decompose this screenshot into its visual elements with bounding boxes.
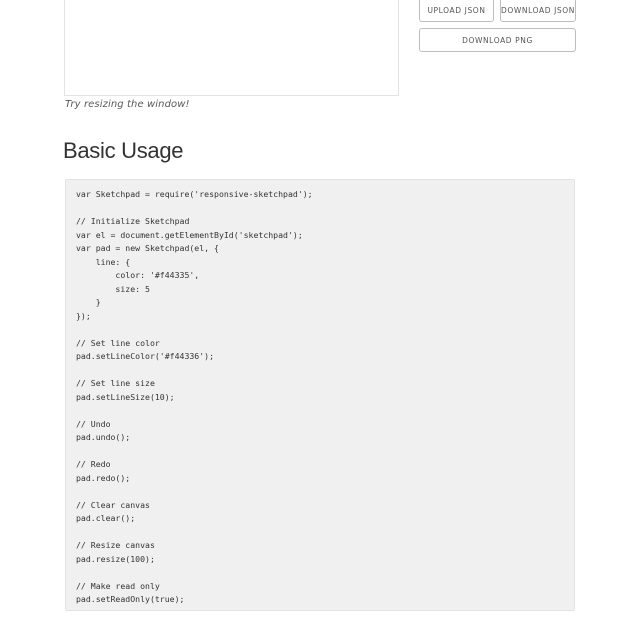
code-snippet: var Sketchpad = require('responsive-sketchpad'); // Initialize Sketchpad var el = document.getElementById('sketchpad'); var pad = new Sketchpad(el, { line: { color: '#f44335', size: 5 } }); // Set line color pad.setLineColor('#f44336'); // Set line size pad.setLineSize(10); // Undo pad.undo(); // Redo pad.redo(); // Clear canvas pad.clear(); // Resize canvas pad.resize(100); // Make read only pad.setReadOnly(true); (76, 189, 313, 604)
download-png-button[interactable]: DOWNLOAD PNG (419, 28, 576, 52)
upload-json-button[interactable]: UPLOAD JSON (419, 0, 494, 22)
code-block (65, 179, 575, 611)
section-title-basic-usage: Basic Usage (63, 138, 184, 163)
sketchpad-canvas[interactable] (64, 0, 399, 96)
resize-hint: Try resizing the window! (65, 99, 190, 110)
download-json-button[interactable]: DOWNLOAD JSON (500, 0, 576, 22)
